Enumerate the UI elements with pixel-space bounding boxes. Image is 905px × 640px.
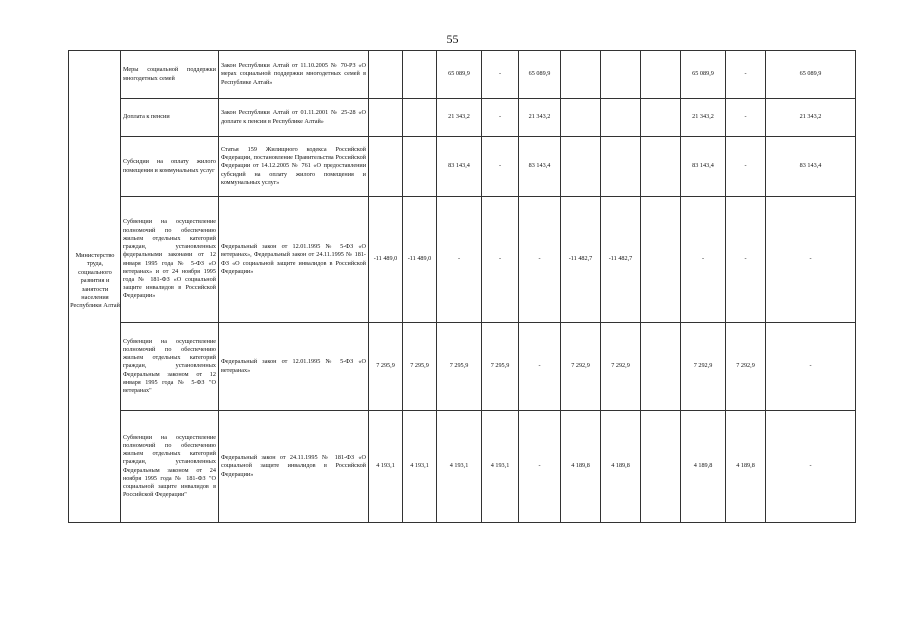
value-cell: -11 482,7 [601,197,641,323]
value-cell: 4 189,8 [561,411,601,523]
value-cell: 7 292,9 [601,323,641,411]
value-cell: 21 343,2 [437,99,482,137]
table-row [69,197,856,323]
table-row [69,99,856,137]
table-body [69,51,856,523]
value-cell: 21 343,2 [519,99,561,137]
value-cell: 4 193,1 [482,411,519,523]
value-cell: - [681,197,726,323]
value-cell: 21 343,2 [681,99,726,137]
row-basis: Статья 159 Жилищного кодекса Российской Федерации, постановление Правительства Российской Федерации от 14.12.2005 № 761 «О предоставлении субсидий на оплату жилого помещения и коммунальных услуг» [219,137,369,197]
row-name: Субсидии на оплату жилого помещения и коммунальных услуг [121,137,219,197]
value-cell: 4 193,1 [369,411,403,523]
value-cell: 7 295,9 [437,323,482,411]
value-cell: 83 143,4 [766,137,856,197]
value-cell [369,137,403,197]
row-basis: Закон Республики Алтай от 11.10.2005 № 70-РЗ «О мерах социальной поддержки многодетных семей в Республике Алтай» [219,51,369,99]
value-cell: 65 089,9 [681,51,726,99]
value-cell: - [437,197,482,323]
value-cell: 4 189,8 [601,411,641,523]
value-cell: 4 193,1 [437,411,482,523]
budget-table [68,50,856,523]
value-cell: - [726,137,766,197]
value-cell [369,51,403,99]
row-name: Субвенции на осуществление полномочий по обеспечению жильем отдельных категорий граждан, установленных Федеральным законом от 12 января 1995 года № 5-ФЗ "О ветеранах" [121,323,219,411]
table-row [69,411,856,523]
value-cell [561,51,601,99]
value-cell: -11 489,0 [403,197,437,323]
value-cell [641,411,681,523]
value-cell: - [766,411,856,523]
table-row [69,137,856,197]
value-cell [369,99,403,137]
value-cell: 7 292,9 [561,323,601,411]
value-cell: - [726,99,766,137]
value-cell [561,99,601,137]
table-row [69,51,856,99]
page-number: 55 [446,32,459,46]
row-basis: Федеральный закон от 12.01.1995 № 5-ФЗ «О ветеранах», Федеральный закон от 24.11.1995 № 181-ФЗ «О социальной защите инвалидов в Российской Федерации» [219,197,369,323]
value-cell: - [726,197,766,323]
row-basis: Федеральный закон от 12.01.1995 № 5-ФЗ «О ветеранах» [219,323,369,411]
value-cell: - [726,51,766,99]
value-cell [403,137,437,197]
value-cell [641,137,681,197]
value-cell: 65 089,9 [437,51,482,99]
row-name: Субвенции на осуществление полномочий по обеспечению жильем отдельных категорий граждан, установленных федеральными законами от 12 января 1995 года № 5-ФЗ «О ветеранах» и от 24 ноября 1995 года № 181-ФЗ «О социальной защите инвалидов в Российской Федерации» [121,197,219,323]
value-cell [641,51,681,99]
value-cell: - [519,197,561,323]
value-cell [601,137,641,197]
value-cell: 7 295,9 [482,323,519,411]
value-cell: - [482,99,519,137]
value-cell [561,137,601,197]
table-row [69,323,856,411]
row-basis: Закон Республики Алтай от 01.11.2001 № 25-28 «О доплате к пенсии в Республике Алтай» [219,99,369,137]
value-cell: - [482,51,519,99]
value-cell: -11 482,7 [561,197,601,323]
row-name: Субвенции на осуществление полномочий по обеспечению жильем отдельных категорий граждан, установленных Федеральным законом от 24 ноября 1995 года № 181-ФЗ "О социальной защите инвалидов в Российской Федерации" [121,411,219,523]
organization-name: Министерство труда, социального развития и занятости населения Республики Алтай [70,252,120,310]
value-cell: -11 489,0 [369,197,403,323]
value-cell: 65 089,9 [519,51,561,99]
value-cell: 21 343,2 [766,99,856,137]
value-cell: - [482,197,519,323]
value-cell: 4 189,8 [681,411,726,523]
value-cell [601,51,641,99]
value-cell: - [519,411,561,523]
value-cell [601,99,641,137]
value-cell: - [519,323,561,411]
row-name: Доплата к пенсии [121,99,219,137]
value-cell [403,99,437,137]
value-cell [403,51,437,99]
value-cell: 7 295,9 [369,323,403,411]
value-cell: 7 292,9 [726,323,766,411]
value-cell: - [766,323,856,411]
value-cell: 7 292,9 [681,323,726,411]
value-cell: 83 143,4 [519,137,561,197]
value-cell: - [766,197,856,323]
value-cell: 83 143,4 [681,137,726,197]
value-cell: 4 189,8 [726,411,766,523]
value-cell: 4 193,1 [403,411,437,523]
value-cell: 83 143,4 [437,137,482,197]
value-cell: 65 089,9 [766,51,856,99]
value-cell: - [482,137,519,197]
value-cell [641,197,681,323]
row-name: Меры социальной поддержки многодетных семей [121,51,219,99]
value-cell [641,99,681,137]
value-cell [641,323,681,411]
row-basis: Федеральный закон от 24.11.1995 № 181-ФЗ «О социальной защите инвалидов в Российской Федерации» [219,411,369,523]
value-cell: 7 295,9 [403,323,437,411]
